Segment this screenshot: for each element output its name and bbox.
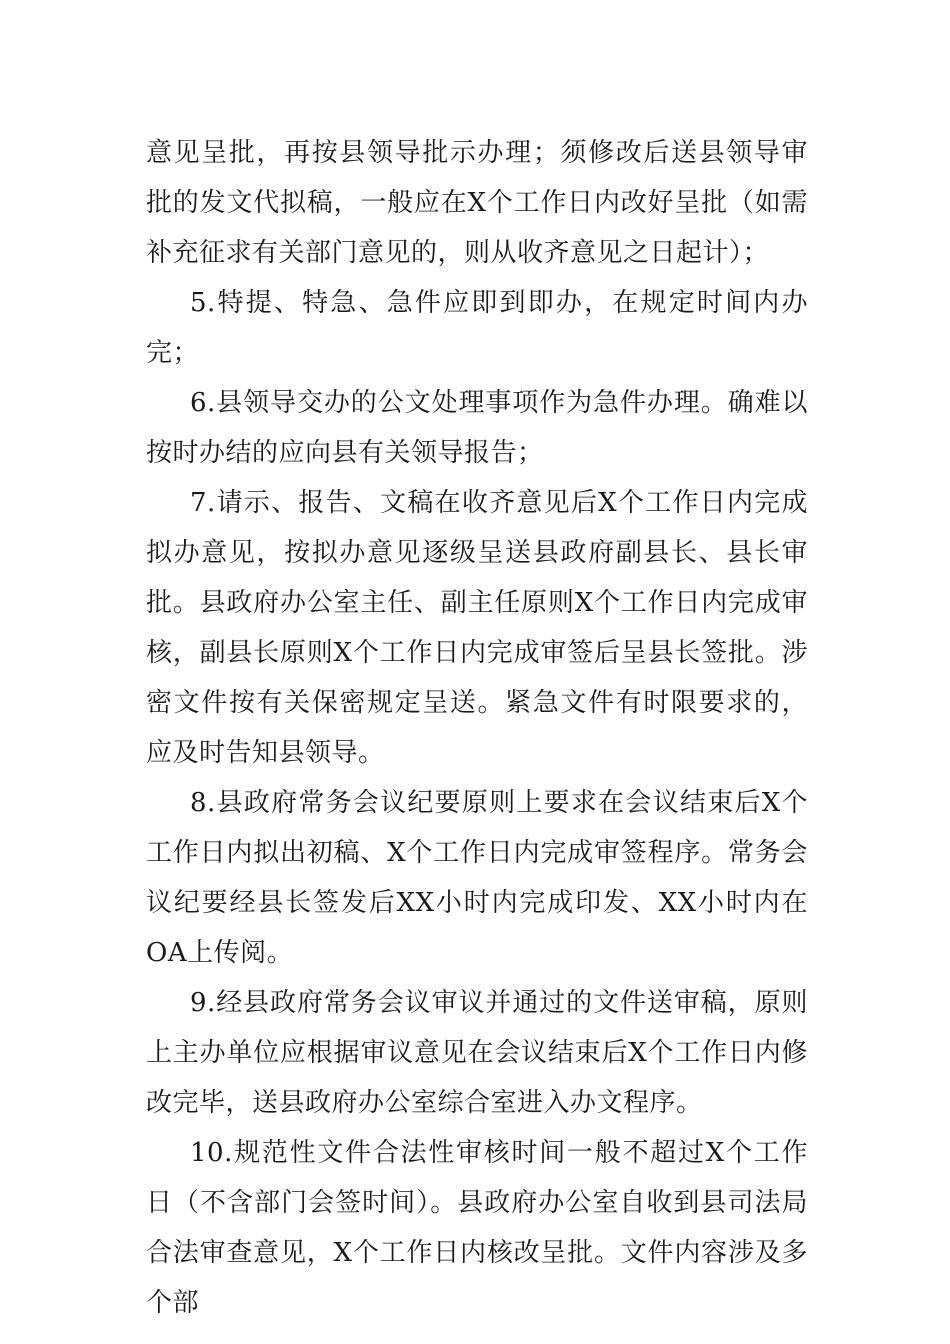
paragraph-item-8: 8.县政府常务会议纪要原则上要求在会议结束后X个工作日内拟出初稿、X个工作日内完成审签程序。常务会议纪要经县长签发后XX小时内完成印发、XX小时内在OA上传阅。 (146, 788, 808, 968)
document-body (146, 128, 808, 1328)
paragraph-item-7: 7.请示、报告、文稿在收齐意见后X个工作日内完成拟办意见，按拟办意见逐级呈送县政府副县长、县长审批。县政府办公室主任、副主任原则X个工作日内完成审核，副县长原则X个工作日内完成审签后呈县长签批。涉密文件按有关保密规定呈送。紧急文件有时限要求的，应及时告知县领导。 (146, 488, 808, 768)
paragraph-continuation: 意见呈批，再按县领导批示办理；须修改后送县领导审批的发文代拟稿，一般应在X个工作日内改好呈批（如需补充征求有关部门意见的，则从收齐意见之日起计）； (146, 138, 808, 268)
paragraph-item-6: 6.县领导交办的公文处理事项作为急件办理。确难以按时办结的应向县有关领导报告； (146, 388, 808, 468)
paragraph-item-10: 10.规范性文件合法性审核时间一般不超过X个工作日（不含部门会签时间）。县政府办公室自收到县司法局合法审查意见，X个工作日内核改呈批。文件内容涉及多个部 (146, 1138, 808, 1318)
paragraph-item-9: 9.经县政府常务会议审议并通过的文件送审稿，原则上主办单位应根据审议意见在会议结束后X个工作日内修改完毕，送县政府办公室综合室进入办文程序。 (146, 988, 808, 1118)
paragraph-item-5: 5.特提、特急、急件应即到即办，在规定时间内办完； (146, 288, 808, 368)
